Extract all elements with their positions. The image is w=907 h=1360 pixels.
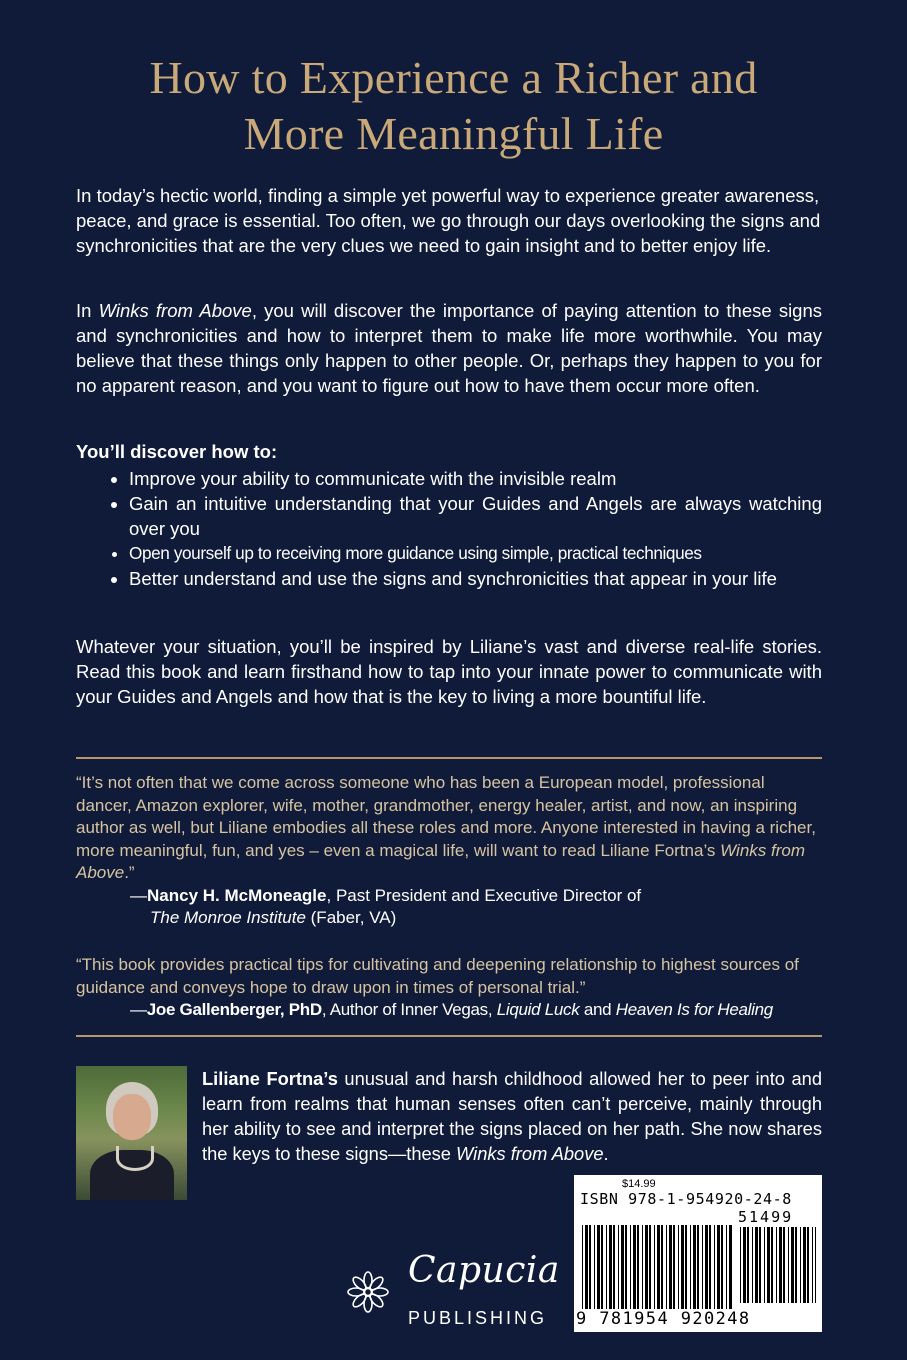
barcode-bar [721,1225,723,1309]
barcode-bar [606,1225,607,1309]
publisher-logo [344,1250,560,1330]
publisher-script-name: Capucia [408,1250,560,1291]
endorsement-1 [76,772,822,885]
barcode-bar [678,1225,679,1309]
endorser-1-location: (Faber, VA) [305,908,397,927]
list-item: • Gain an intuitive understanding that your Guides and Angels are always watching over you [129,491,822,541]
barcode-bar [779,1227,782,1303]
isbn-number: ISBN 978-1-954920-24-8 [580,1190,792,1208]
barcode-bar [693,1225,696,1309]
barcode-bar [764,1227,765,1303]
barcode-bar [800,1227,801,1303]
barcode-bar [812,1227,813,1303]
barcode-bar [815,1227,816,1303]
barcode-bar [666,1225,667,1309]
endorsement-2-attribution [130,999,773,1022]
barcode-bar [582,1225,583,1309]
barcode-bar [613,1225,615,1309]
barcode-bar [642,1225,643,1309]
barcode-bar [661,1225,663,1309]
barcode-bar [747,1227,749,1303]
barcode-bar [755,1227,758,1303]
headline-line-1: How to Experience a Richer and [149,52,758,103]
price-supplement-number: 51499 [738,1208,794,1226]
barcode-bar [729,1225,732,1309]
barcode-bar [771,1227,773,1303]
p2-lead: In [76,300,99,321]
isbn-barcode [574,1175,822,1332]
flower-mandala-icon [344,1268,392,1316]
barcode-bar [709,1225,711,1309]
endorsement-1-attribution [130,885,641,908]
barcode-bar [705,1225,708,1309]
p2-book-title: Winks from Above [98,300,252,321]
barcode-bar [717,1225,720,1309]
barcode-bar [594,1225,595,1309]
endorser-2-name: Joe Gallenberger, PhD [146,1000,322,1019]
author-name: Liliane Fortna’s [202,1068,338,1089]
endorser-1-org-name: The Monroe Institute [150,908,306,927]
author-bio-title: Winks from Above [456,1143,604,1164]
barcode-bar [601,1225,603,1309]
barcode-bar [673,1225,675,1309]
photo-face [113,1094,151,1140]
price-label: $14.99 [622,1178,656,1190]
endorser-1-name: Nancy H. McMoneagle [147,886,327,905]
barcode-bar [697,1225,699,1309]
ean-barcode-bars [582,1225,732,1311]
p2-rest: , you will discover the importance of paying attention to these signs and synchronicities and how to interpret them to make life more worthwhile. You may believe that these things only happen to other people. Or, perhaps they happen to you for no apparent reason, and you want to figure out how to have them occur more often. [76,300,823,396]
list-item: • Open yourself up to receiving more guidance using simple, practical techniques [129,541,822,566]
barcode-bar [630,1225,631,1309]
divider-bottom [76,1035,822,1037]
barcode-bar [795,1227,797,1303]
barcode-bar [657,1225,660,1309]
barcode-bar [625,1225,627,1309]
barcode-bar [783,1227,785,1303]
divider-top [76,757,822,759]
discover-title: You’ll discover how to: [76,441,278,462]
barcode-bar [726,1225,727,1309]
author-bio-text: unusual and harsh childhood allowed her to peer into and learn from realms that human senses often can’t perceive, mainly through her ability to see and interpret the signs placed on her path. She now shares the keys to these signs—these [202,1068,822,1164]
closing-paragraph: Whatever your situation, you’ll be inspired by Liliane’s vast and diverse real-life stories. Read this book and learn firsthand how to tap into your innate power to communicate with your Guides and Angels and how that is the key to living a more bountiful life. [76,636,822,707]
barcode-bar [621,1225,624,1309]
endorser-2-book-1: Liquid Luck [496,1000,580,1019]
endorsement-1-org [150,907,396,930]
barcode-bar [585,1225,588,1309]
barcode-bar [645,1225,648,1309]
barcode-bar [681,1225,684,1309]
barcode-bar [654,1225,655,1309]
barcode-bar [618,1225,619,1309]
barcode-bar [597,1225,600,1309]
endorser-1-role: , Past President and Executive Director of [326,886,642,905]
barcode-bar [690,1225,691,1309]
barcode-bar [609,1225,612,1309]
endorsement-1-title: Winks from Above [76,840,805,882]
headline [60,50,847,162]
barcode-bar [807,1227,809,1303]
barcode-bar [637,1225,639,1309]
barcode-bar [752,1227,753,1303]
barcode-bar [788,1227,789,1303]
dash: — [130,886,147,905]
barcode-bar [767,1227,770,1303]
barcode-bar [669,1225,672,1309]
barcode-bar [702,1225,703,1309]
dash: — [130,1000,147,1019]
list-item: • Improve your ability to communicate with the invisible realm [129,466,822,491]
author-bio [202,1066,822,1166]
barcode-bar [685,1225,687,1309]
barcode-bar [743,1227,746,1303]
barcode-bar [740,1227,741,1303]
author-photo [76,1066,187,1200]
barcode-bar [776,1227,777,1303]
intro-paragraph-2 [76,298,822,398]
endorsement-2: “This book provides practical tips for cultivating and deepening relationship to highest sources of guidance and conveys hope to draw upon in times of personal trial.” [76,955,799,997]
endorsement-1-text: “It’s not often that we come across someone who has been a European model, professional dancer, Amazon explorer, wife, mother, grandmother, energy healer, artist, and now, an inspiring author as well, but Liliane embodies all these roles and more. Anyone interested in having a richer, more meaningful, fun, and yes – even a magical life, will want to read Liliane Fortna’s [76,773,816,860]
barcode-bar [803,1227,806,1303]
publisher-subtitle: PUBLISHING [408,1308,548,1328]
endorser-2-role: , Author of Inner Vegas, [321,1000,497,1019]
barcode-bar [791,1227,794,1303]
intro-paragraph-1: In today’s hectic world, finding a simple yet powerful way to experience greater awareness, peace, and grace is essential. Too often, we go through our days overlooking the signs and synchronicities that are the very clues we need to gain insight and to better enjoy life. [76,185,821,256]
ean-number: 9 781954 920248 [576,1309,751,1329]
endorser-2-and: and [579,1000,616,1019]
photo-necklace [116,1146,154,1171]
author-bio-end: . [603,1143,609,1164]
discover-list [76,466,822,591]
barcode-bar [714,1225,715,1309]
list-item: • Better understand and use the signs and synchronicities that appear in your life [129,566,822,591]
barcode-bar [589,1225,591,1309]
headline-line-2: More Meaningful Life [243,108,664,159]
supplement-barcode-bars [740,1227,816,1305]
barcode-bar [759,1227,761,1303]
barcode-bar [649,1225,651,1309]
endorsement-1-end: .” [124,863,135,882]
endorser-2-book-2: Heaven Is for Healing [615,1000,773,1019]
barcode-bar [633,1225,636,1309]
